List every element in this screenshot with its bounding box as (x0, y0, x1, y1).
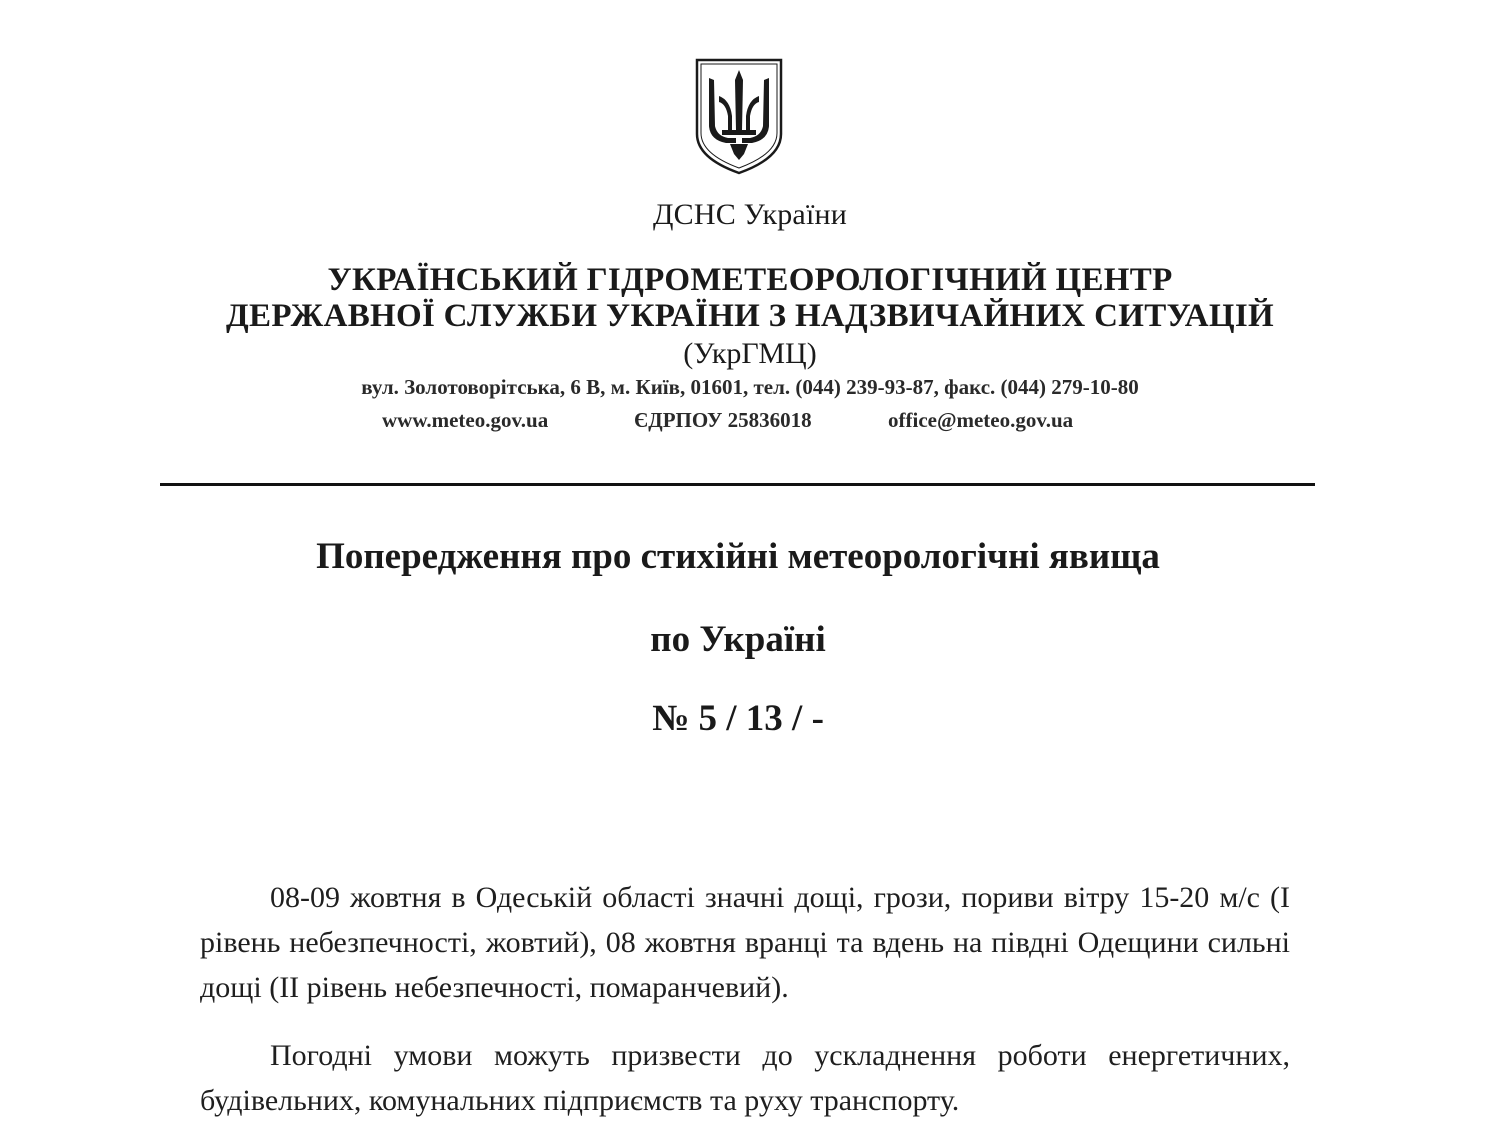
header-divider (160, 483, 1315, 486)
email-link[interactable]: office@meteo.gov.ua (888, 408, 1074, 432)
agency-name: ДСНС України (653, 198, 847, 231)
organization-address: вул. Золотоворітська, 6 В, м. Київ, 01601, тел. (044) 239-93-87, факс. (044) 279-10-80 (361, 375, 1139, 399)
website-link[interactable]: www.meteo.gov.ua (382, 408, 549, 432)
document-number: № 5 / 13 / - (652, 698, 824, 739)
document-title-line-2: по Україні (650, 619, 826, 660)
organization-abbreviation: (УкрГМЦ) (683, 337, 817, 370)
trident-coat-of-arms-icon (692, 56, 786, 176)
organization-name-line-1: УКРАЇНСЬКИЙ ГІДРОМЕТЕОРОЛОГІЧНИЙ ЦЕНТР (327, 262, 1173, 298)
organization-name-line-2: ДЕРЖАВНОЇ СЛУЖБИ УКРАЇНИ З НАДЗВИЧАЙНИХ СИТУАЦІЙ (226, 298, 1274, 334)
document-title-line-1: Попередження про стихійні метеорологічні явища (316, 536, 1160, 577)
warning-paragraph: 08-09 жовтня в Одеській області значні дощі, грози, пориви вітру 15-20 м/с (І рівень небезпечності, жовтий), 08 жовтня вранці та вдень на півдні Одещини сильні дощі (ІІ рівень небезпечності, помаранчевий). (200, 881, 1290, 1004)
consequences-paragraph: Погодні умови можуть призвести до ускладнення роботи енергетичних, будівельних, комунальних підприємств та руху транспорту. (200, 1039, 1290, 1117)
edrpou-code: ЄДРПОУ 25836018 (634, 408, 812, 432)
